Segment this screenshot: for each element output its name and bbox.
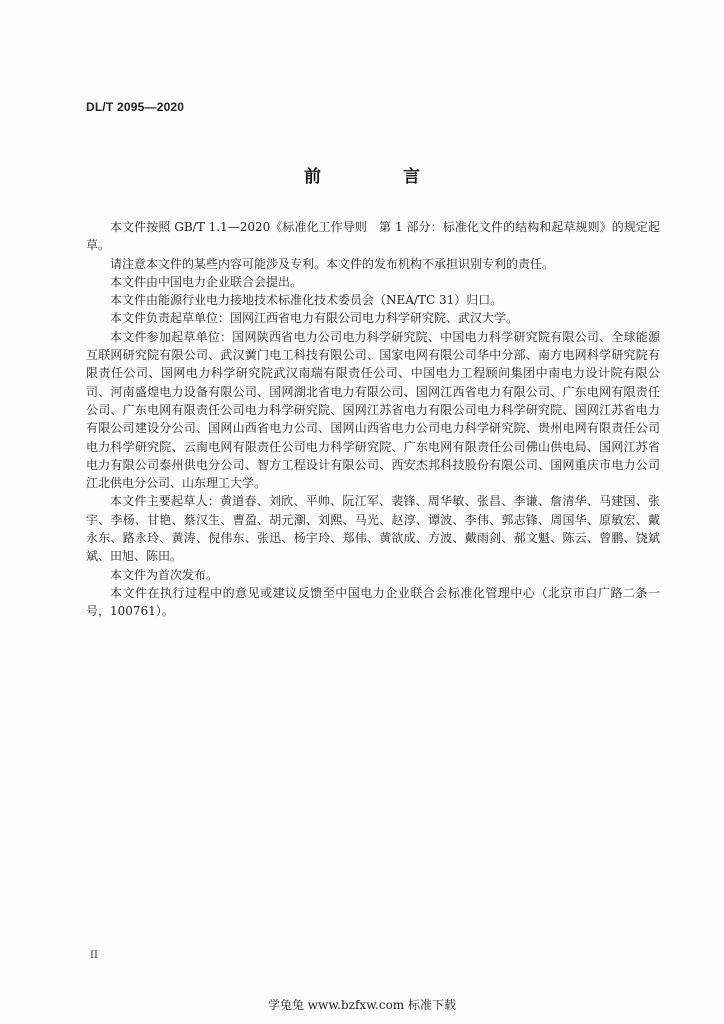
watermark-text: 学兔兔 www.bzfxw.com 标准下载: [267, 998, 457, 1012]
paragraph-technical-committee: 本文件由能源行业电力接地技术标准化技术委员会（NEA/TC 31）归口。: [110, 293, 503, 308]
foreword-body: [86, 218, 660, 621]
paragraph-proposer: 本文件由中国电力企业联合会提出。: [110, 274, 303, 289]
paragraph-drafting-rules: 本文件按照 GB/T 1.1—2020《标准化工作导则 第 1 部分：标准化文件的结构和起草规则》的规定起草。: [86, 220, 660, 253]
paragraph-main-drafters: 本文件主要起草人：黄道春、刘欣、平帅、阮江军、裴锋、周华敏、张昌、李谦、詹清华、马建国、张宇、李杨、甘艳、蔡汉生、曹盈、胡元潮、刘熙、马光、赵淳、谭波、李伟、郭志锋、周国华、原敏宏、戴永东、路永玲、黄涛、倪伟东、张迅、杨宇玲、郑伟、黄欲成、方波、戴雨剑、郝文魁、陈云、曾鹏、饶斌斌、田旭、陈田。: [86, 494, 660, 564]
document-code: DL/T 2095—2020: [86, 100, 185, 114]
section-title: 前 言: [304, 167, 458, 187]
paragraph-patent-notice: 请注意本文件的某些内容可能涉及专利。本文件的发布机构不承担识别专利的责任。: [110, 256, 555, 271]
page-number: II: [90, 950, 98, 961]
paragraph-lead-drafters: 本文件负责起草单位：国网江西省电力有限公司电力科学研究院、武汉大学。: [110, 311, 519, 326]
paragraph-feedback: 本文件在执行过程中的意见或建议反馈至中国电力企业联合会标准化管理中心（北京市白广路二条一号，100761）。: [86, 585, 660, 619]
paragraph-first-release: 本文件为首次发布。: [110, 567, 219, 582]
paragraph-participating-units: 本文件参加起草单位：国网陕西省电力公司电力科学研究院、中国电力科学研究院有限公司、全球能源互联网研究院有限公司、武汉黉门电工科技有限公司、国家电网有限公司华中分部、南方电网科学研究院有限责任公司、国网电力科学研究院武汉南瑞有限责任公司、中国电力工程顾问集团中南电力设计院有限公司、河南盛煌电力设备有限公司、国网湖北省电力有限公司、国网江西省电力有限公司、广东电网有限责任公司、广东电网有限责任公司电力科学研究院、国网江苏省电力有限公司电力科学研究院、国网江苏省电力有限公司建设分公司、国网山西省电力公司、国网山西省电力公司电力科学研究院、贵州电网有限责任公司电力科学研究院、云南电网有限责任公司电力科学研究院、广东电网有限责任公司佛山供电局、国网江苏省电力有限公司泰州供电分公司、智方工程设计有限公司、西安杰邦科技股份有限公司、国网重庆市电力公司江北供电分公司、山东理工大学。: [86, 329, 660, 491]
